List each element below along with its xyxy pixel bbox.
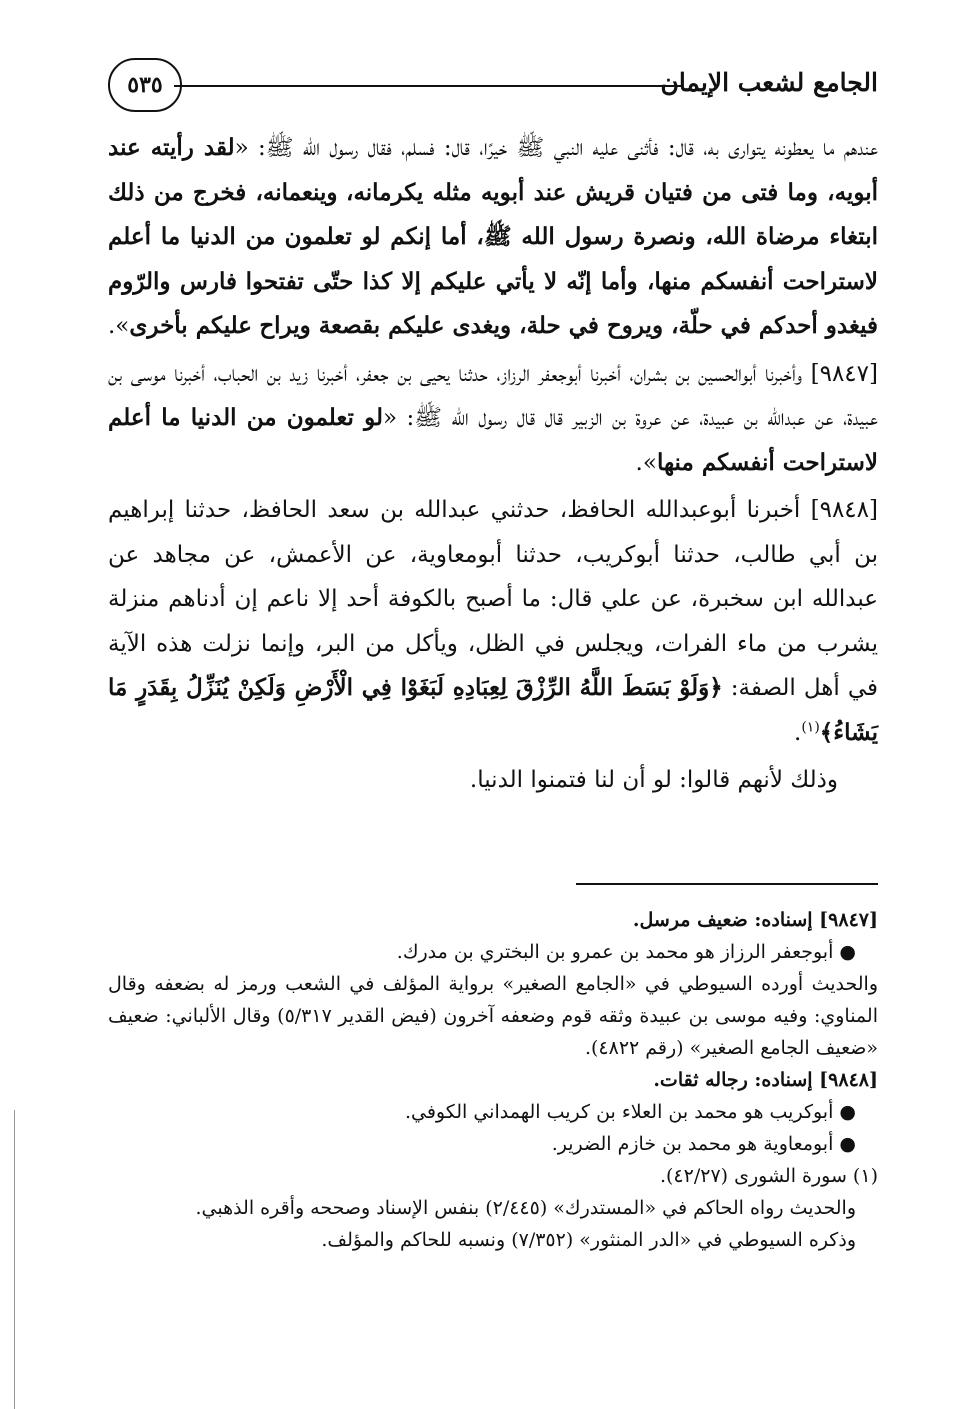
text-line: عندهم ما يعطونه يتوارى به، قال: فأثنى عليه النبي ﷺ خيرًا، قال: فسلم، فقال	[367, 135, 879, 161]
footnote-bullet: ● أبوجعفر الرزاز هو محمد بن عمرو بن البختري بن مدرك.	[396, 941, 856, 963]
paragraph-conclusion	[108, 758, 878, 803]
isnad-text: [٩٨٤٨] أخبرنا أبوعبدالله الحافظ، حدثني عبدالله بن سعد الحافظ، حدثنا إبراهيم بن أبي طالب، حدثنا أبوكريب، حدثنا أبومعاوية، عن الأعمش، عن مجاهد عن عبدالله ابن سخبرة، عن علي قال: ما أصبح بالكوفة أحد إلا ناعم إن أدناهم منزلة يشرب من ماء الفرات، ويجلس في الظل، ويأكل من البر، وإنما نزلت هذه الآية في أهل الصفة:	[108, 497, 879, 701]
header-rule	[174, 85, 682, 87]
matn-text: لو تعلمون من الدنيا ما أعلم لاستراحت أنفسكم منها	[108, 404, 878, 476]
text-line-bold: عليكم بأخرى	[129, 312, 252, 339]
footnote-bullet: ● أبومعاوية هو محمد بن خازم الضرير.	[551, 1133, 856, 1155]
paragraph-hadith-9847	[108, 352, 878, 486]
footnote-text: والحديث أورده السيوطي في «الجامع الصغير» برواية المؤلف في الشعب ورمز له بضعفه وقال المناوي: وفيه موسى بن عبيدة وثقه قوم وضعفه آخرون (فيض القدير ٥/٣١٧) وقال الألباني: ضعيف «ضعيف الجامع الصغير» (رقم ٤٨٢٢).	[108, 973, 878, 1059]
footnote-text: وذكره السيوطي في «الدر المنثور» (٧/٣٥٢) ونسبه للحاكم والمؤلف.	[321, 1229, 856, 1251]
text-line-bold: فارس والرّوم فيغدو أحدكم في حلّة، ويروح في حلة، ويغدى عليكم بقصعة ويراح	[108, 267, 878, 339]
footnote-bullet: ● أبوكريب هو محمد بن العلاء بن كريب الهمداني الكوفي.	[404, 1101, 856, 1123]
footnotes	[108, 904, 878, 1256]
quran-verse: ﴿وَلَوْ بَسَطَ اللَّهُ الرِّزْقَ لِعِبَادِهِ لَبَغَوْا فِي الْأَرْضِ وَلَكِنْ يُنَزِّلُ بِقَدَرٍ مَا يَشَاءُ﴾	[108, 674, 878, 746]
isnad-text: [٩٨٤٧] وأخبرنا أبوالحسين بن بشران، أخبرنا أبوجعفر الرزاز، حدثنا يحيى بن جعفر، أخبرنا زيد بن الحباب، أخبرنا موسى بن عبيدة، عن عبدالله بن عبيدة، عن عروة بن الزبير قال قال رسول الله ﷺ: «	[108, 360, 879, 431]
conclusion-text: وذلك لأنهم قالوا: لو أن لنا فتمنوا الدنيا.	[469, 767, 838, 793]
text-line: ».	[107, 313, 130, 339]
text-line-bold: من الدنيا ما أعلم لاستراحت أنفسكم منها، وأما إنّه لا يأتي عليكم إلا كذا حتّى تفتحوا	[108, 223, 879, 295]
footnote-separator	[576, 883, 878, 885]
main-text	[108, 126, 878, 806]
footnote-text: والحديث رواه الحاكم في «المستدرك» (٢/٤٤٥) بنفس الإسناد وصححه وأقره الذهبي.	[195, 1197, 856, 1219]
footnote-marker: (١)	[801, 718, 820, 735]
page-header	[108, 52, 878, 122]
footnote-ref: [٩٨٤٨] إسناده: رجاله ثقات.	[653, 1069, 878, 1091]
footnote-ref: [٩٨٤٧] إسناده: ضعيف مرسل.	[632, 909, 878, 931]
page-number: ٥٣٥	[108, 58, 182, 112]
paragraph-hadith-9848	[108, 488, 878, 755]
text-line-bold: وينعمانه، فخرج من ذلك ابتغاء مرضاة الله، ونصرة رسول الله ﷺ، أما إنكم لو تعلمون	[108, 178, 878, 250]
verse-end: .	[794, 719, 802, 746]
text-line: رسول الله ﷺ: «	[234, 135, 359, 161]
closing-quote: ».	[635, 449, 657, 476]
paragraph-hadith-narrative	[108, 126, 878, 349]
running-title: الجامع لشعب الإيمان	[660, 68, 878, 97]
page-edge-line	[14, 1110, 15, 1409]
text-line-bold: لقد رأيته عند أبويه، وما فتى من فتيان قريش عند أبويه مثله يكرمانه،	[108, 134, 878, 206]
footnote-text: (١) سورة الشورى (٤٢/٢٧).	[659, 1165, 878, 1187]
